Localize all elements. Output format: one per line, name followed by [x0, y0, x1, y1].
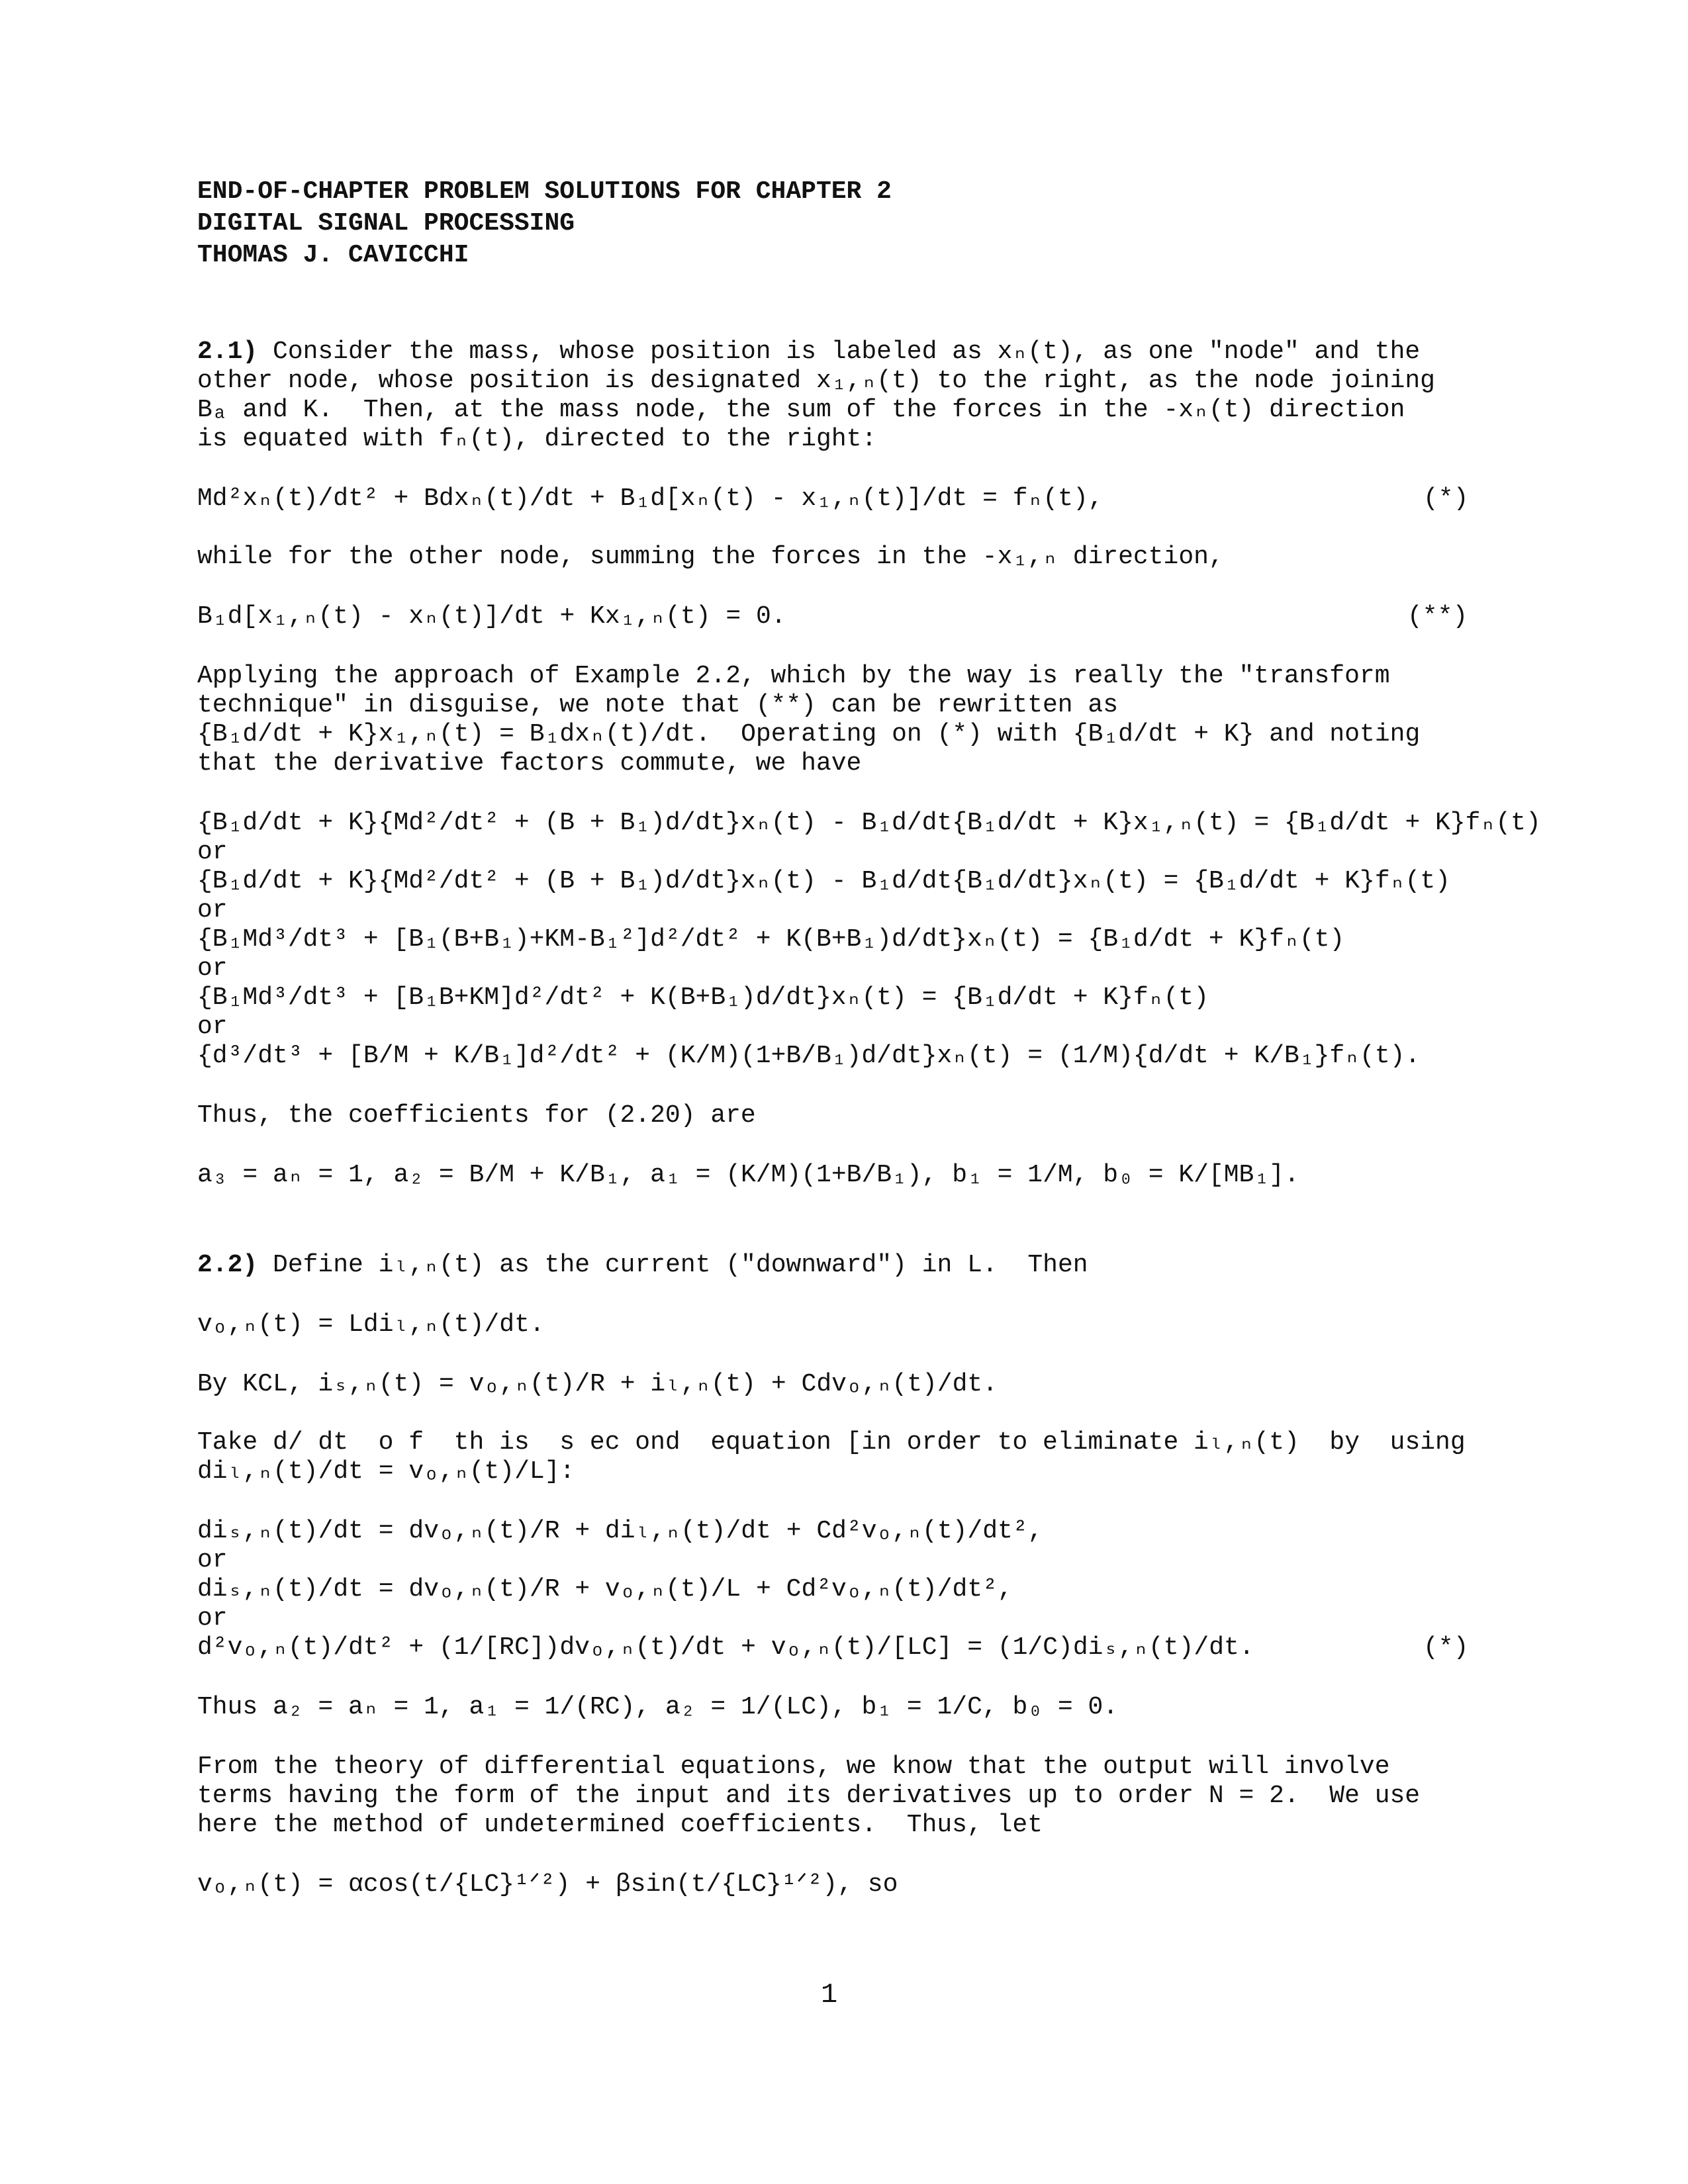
p22-final: vₒ,ₙ(t) = αcos(t/{LC}¹ᐟ²) + βsin(t/{LC}¹ᐟ²), so: [197, 1870, 898, 1899]
p21-deriv-4: or: [197, 896, 228, 925]
p21-intro-line-2: other node, whose position is designated x₁,ₙ(t) to the right, as the node joining: [197, 367, 1435, 395]
p21-deriv-2: or: [197, 838, 228, 866]
doc-title: END-OF-CHAPTER PROBLEM SOLUTIONS FOR CHAPTER 2: [197, 177, 892, 206]
p22-label: 2.2): [197, 1251, 258, 1279]
p21-eq2: B₁d[x₁,ₙ(t) - xₙ(t)]/dt + Kx₁,ₙ(t) = 0.: [197, 602, 786, 631]
p22-intro: 2.2) Define iₗ,ₙ(t) as the current ("downward") in L. Then: [197, 1251, 1088, 1279]
doc-subject: DIGITAL SIGNAL PROCESSING: [197, 209, 575, 238]
p21-intro-line-3: Bₐ and K. Then, at the mass node, the sum of the forces in the -xₙ(t) direction: [197, 396, 1405, 424]
p22-eq1: vₒ,ₙ(t) = Ldiₗ,ₙ(t)/dt.: [197, 1310, 545, 1339]
p21-mid: while for the other node, summing the forces in the -x₁,ₙ direction,: [197, 543, 1224, 571]
p22-deriv-tag: (*): [1423, 1633, 1469, 1662]
p22-coef: Thus a₂ = aₙ = 1, a₁ = 1/(RC), a₂ = 1/(LC), b₁ = 1/C, b₀ = 0.: [197, 1693, 1119, 1721]
p21-eq1: Md²xₙ(t)/dt² + Bdxₙ(t)/dt + B₁d[xₙ(t) - x₁,ₙ(t)]/dt = fₙ(t),: [197, 484, 1103, 513]
p22-theory-line-3: here the method of undetermined coefficients. Thus, let: [197, 1811, 1043, 1839]
p21-intro-line-1: 2.1) Consider the mass, whose position is labeled as xₙ(t), as one "node" and the: [197, 338, 1421, 366]
p21-deriv-3: {B₁d/dt + K}{Md²/dt² + (B + B₁)d/dt}xₙ(t) - B₁d/dt{B₁d/dt}xₙ(t) = {B₁d/dt + K}fₙ(t): [197, 867, 1450, 895]
p21-deriv-9: {d³/dt³ + [B/M + K/B₁]d²/dt² + (K/M)(1+B/B₁)d/dt}xₙ(t) = (1/M){d/dt + K/B₁}fₙ(t).: [197, 1042, 1421, 1070]
p22-theory-line-2: terms having the form of the input and its derivatives up to order N = 2. We use: [197, 1782, 1421, 1810]
p21-coef-intro: Thus, the coefficients for (2.20) are: [197, 1101, 756, 1130]
p21-label: 2.1): [197, 338, 258, 366]
p22-deriv-3: diₛ,ₙ(t)/dt = dvₒ,ₙ(t)/R + vₒ,ₙ(t)/L + Cd²vₒ,ₙ(t)/dt²,: [197, 1575, 1013, 1604]
p22-take-line-2: diₗ,ₙ(t)/dt = vₒ,ₙ(t)/L]:: [197, 1457, 575, 1486]
p21-para2-line-4: that the derivative factors commute, we have: [197, 749, 862, 778]
doc-author: THOMAS J. CAVICCHI: [197, 241, 469, 269]
p21-deriv-5: {B₁Md³/dt³ + [B₁(B+B₁)+KM-B₁²]d²/dt² + K(B+B₁)d/dt}xₙ(t) = {B₁d/dt + K}fₙ(t): [197, 925, 1345, 954]
p21-deriv-6: or: [197, 954, 228, 983]
p22-deriv-4: or: [197, 1604, 228, 1633]
p21-eq2-tag: (**): [1407, 602, 1468, 631]
p22-deriv-5: d²vₒ,ₙ(t)/dt² + (1/[RC])dvₒ,ₙ(t)/dt + vₒ,ₙ(t)/[LC] = (1/C)diₛ,ₙ(t)/dt.: [197, 1633, 1254, 1662]
p22-theory-line-1: From the theory of differential equations, we know that the output will involve: [197, 1752, 1390, 1781]
p21-deriv-7: {B₁Md³/dt³ + [B₁B+KM]d²/dt² + K(B+B₁)d/dt}xₙ(t) = {B₁d/dt + K}fₙ(t): [197, 983, 1209, 1012]
p21-eq1-tag: (*): [1423, 484, 1469, 513]
p21-para2-line-2: technique" in disguise, we note that (**) can be rewritten as: [197, 691, 1119, 719]
p22-kcl: By KCL, iₛ,ₙ(t) = vₒ,ₙ(t)/R + iₗ,ₙ(t) + Cdvₒ,ₙ(t)/dt.: [197, 1370, 998, 1398]
p21-deriv-8: or: [197, 1013, 228, 1041]
p21-deriv-1: {B₁d/dt + K}{Md²/dt² + (B + B₁)d/dt}xₙ(t) - B₁d/dt{B₁d/dt + K}x₁,ₙ(t) = {B₁d/dt + K}fₙ(t): [197, 809, 1541, 837]
p22-deriv-1: diₛ,ₙ(t)/dt = dvₒ,ₙ(t)/R + diₗ,ₙ(t)/dt + Cd²vₒ,ₙ(t)/dt²,: [197, 1517, 1043, 1545]
p21-coef: a₃ = aₙ = 1, a₂ = B/M + K/B₁, a₁ = (K/M)(1+B/B₁), b₁ = 1/M, b₀ = K/[MB₁].: [197, 1161, 1299, 1189]
p22-take-line-1: Take d/ dt o f th is s ec ond equation [in order to eliminate iₗ,ₙ(t) by using: [197, 1428, 1466, 1457]
p21-para2-line-1: Applying the approach of Example 2.2, which by the way is really the "transform: [197, 662, 1390, 690]
p21-intro-line-4: is equated with fₙ(t), directed to the right:: [197, 425, 877, 453]
p21-para2-line-3: {B₁d/dt + K}x₁,ₙ(t) = B₁dxₙ(t)/dt. Operating on (*) with {B₁d/dt + K} and noting: [197, 720, 1421, 749]
page-number: 1: [821, 1979, 838, 2011]
p22-deriv-2: or: [197, 1546, 228, 1574]
